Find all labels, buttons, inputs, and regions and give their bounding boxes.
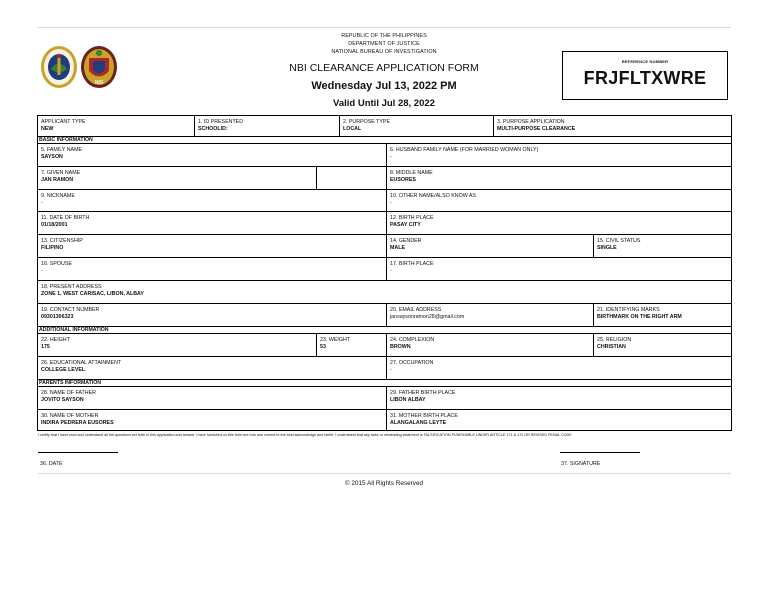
field-present-address bbox=[38, 281, 731, 303]
field-label: 28. NAME OF FATHER bbox=[41, 390, 96, 396]
field-label: 2. PURPOSE TYPE bbox=[343, 119, 391, 125]
field-label: 31. MOTHER BIRTH PLACE bbox=[390, 413, 458, 419]
field-value: 09301306323 bbox=[41, 313, 74, 320]
field-value: CHRISTIAN bbox=[597, 343, 626, 350]
field-value: FILIPINO bbox=[41, 244, 64, 251]
field-value: PASAY CITY bbox=[390, 221, 421, 228]
agency-line-department: DEPARTMENT OF JUSTICE bbox=[348, 41, 420, 47]
field-occupation bbox=[386, 357, 731, 379]
form-row-nickname bbox=[38, 189, 731, 211]
form-row-application bbox=[38, 115, 731, 136]
field-mother-name bbox=[38, 410, 386, 430]
field-value: - bbox=[390, 366, 392, 373]
field-label: 12. BIRTH PLACE bbox=[390, 215, 434, 221]
field-label: 17. BIRTH PLACE bbox=[390, 261, 434, 267]
section-basic-information: BASIC INFORMATION bbox=[38, 136, 731, 143]
field-blank bbox=[316, 167, 386, 189]
field-label: 25. RELIGION bbox=[597, 337, 632, 343]
field-label: 15. CIVIL STATUS bbox=[597, 238, 641, 244]
certification-statement: I certify that I have read and understand all the questions set forth in this application and answer I have furnished on this form are true and correct to the best acknowledge and belief. I understand that any false or misleading statement is FALSIFICATION PUNISHABLE UNDER ARTICLE 171 & 172 OR REVISED PENAL CODE bbox=[38, 433, 572, 437]
field-birth-place bbox=[386, 212, 731, 234]
field-label: 10. OTHER NAME/ALSO KNOW AS bbox=[390, 193, 476, 199]
field-date-of-birth bbox=[38, 212, 386, 234]
field-label: 13. CITIZENSHIP bbox=[41, 238, 83, 244]
field-label: 23. WEIGHT bbox=[320, 337, 351, 343]
field-value: ZONE 1, WEST CARISAC, LIBON, ALBAY bbox=[41, 290, 144, 297]
field-label: 22. HEIGHT bbox=[41, 337, 70, 343]
form-row-contact bbox=[38, 303, 731, 326]
field-spouse-birth-place bbox=[386, 258, 731, 280]
field-label: 29. FATHER BIRTH PLACE bbox=[390, 390, 456, 396]
form-row-education bbox=[38, 356, 731, 379]
form-row-given-name bbox=[38, 166, 731, 189]
agency-line-republic: REPUBLIC OF THE PHILIPPINES bbox=[341, 33, 427, 39]
reference-number-box bbox=[562, 51, 728, 100]
date-label: 36. DATE bbox=[40, 461, 63, 467]
field-middle-name bbox=[386, 167, 731, 189]
field-label: 11. DATE OF BIRTH bbox=[41, 215, 90, 221]
field-religion bbox=[593, 334, 731, 356]
form-row-father bbox=[38, 386, 731, 409]
field-value: MALE bbox=[390, 244, 406, 251]
field-value: LOCAL bbox=[343, 125, 362, 132]
field-value: JAN RAMON bbox=[41, 176, 74, 183]
field-value: - bbox=[390, 267, 392, 274]
field-spouse bbox=[38, 258, 386, 280]
nbi-seal-text: NBI bbox=[94, 80, 104, 86]
field-value: jansaysonramon28@gmail.com bbox=[390, 313, 465, 320]
form-row-family-name bbox=[38, 143, 731, 166]
field-label: 19. CONTACT NUMBER bbox=[41, 307, 100, 313]
field-email-address bbox=[386, 304, 593, 326]
field-label: 16. SPOUSE bbox=[41, 261, 72, 267]
field-value: JOVITO SAYSON bbox=[41, 396, 84, 403]
form-row-birth bbox=[38, 211, 731, 234]
valid-until: Valid Until Jul 28, 2022 bbox=[333, 98, 435, 109]
field-identifying-marks bbox=[593, 304, 731, 326]
field-label: 30. NAME OF MOTHER bbox=[41, 413, 99, 419]
field-value: NEW bbox=[41, 125, 54, 132]
field-contact-number bbox=[38, 304, 386, 326]
field-label: 9. NICKNAME bbox=[41, 193, 75, 199]
field-gender bbox=[386, 235, 593, 257]
form-row-address bbox=[38, 280, 731, 303]
field-complexion bbox=[386, 334, 593, 356]
form-title: NBI CLEARANCE APPLICATION FORM bbox=[289, 62, 479, 74]
field-label: 27. OCCUPATION bbox=[390, 360, 434, 366]
field-nickname bbox=[38, 190, 386, 211]
field-label: 20. EMAIL ADDRESS bbox=[390, 307, 442, 313]
field-value: EUSORES bbox=[390, 176, 416, 183]
field-value: - bbox=[390, 153, 392, 160]
field-father-birth-place bbox=[386, 387, 731, 409]
field-husband-family-name bbox=[386, 144, 731, 166]
field-value: SCHOOLID: bbox=[198, 125, 228, 132]
field-value: 53 bbox=[320, 343, 326, 350]
field-height bbox=[38, 334, 316, 356]
field-given-name bbox=[38, 167, 316, 189]
field-citizenship bbox=[38, 235, 386, 257]
agency-line-bureau: NATIONAL BUREAU OF INVESTIGATION bbox=[331, 49, 437, 55]
field-label: 6. HUSBAND FAMILY NAME (FOR MARRIED WOMAN ONLY) bbox=[390, 147, 539, 153]
nbi-seal-icon bbox=[80, 44, 118, 90]
bottom-divider bbox=[38, 473, 731, 474]
reference-number-label: REFERENCE NUMBER bbox=[621, 59, 669, 64]
application-form-table bbox=[37, 115, 732, 431]
field-weight bbox=[316, 334, 386, 356]
field-value: - bbox=[41, 199, 43, 206]
field-value: COLLEGE LEVEL bbox=[41, 366, 86, 373]
field-label: 24. COMPLEXION bbox=[390, 337, 435, 343]
field-value: - bbox=[41, 267, 43, 274]
form-row-physical bbox=[38, 333, 731, 356]
section-parents-information: PARENTS INFORMATION bbox=[38, 379, 731, 386]
field-value: BROWN bbox=[390, 343, 411, 350]
field-value: ALANGALANG LEYTE bbox=[390, 419, 447, 426]
field-civil-status bbox=[593, 235, 731, 257]
field-label: 1. ID PRESENTED bbox=[198, 119, 244, 125]
copyright-notice: © 2015 All Rights Reserved bbox=[344, 480, 424, 487]
field-value: - bbox=[390, 199, 392, 206]
field-label: 26. EDUCATIONAL ATTAINMENT bbox=[41, 360, 122, 366]
agency-header bbox=[284, 32, 484, 56]
field-educational-attainment bbox=[38, 357, 386, 379]
field-label: 8. MIDDLE NAME bbox=[390, 170, 433, 176]
field-value: 01/18/2001 bbox=[41, 221, 68, 228]
field-value: SINGLE bbox=[597, 244, 617, 251]
field-value: MULTI-PURPOSE CLEARANCE bbox=[497, 125, 576, 132]
form-row-spouse bbox=[38, 257, 731, 280]
field-other-name bbox=[386, 190, 731, 211]
field-label: 3. PURPOSE APPLICATION bbox=[497, 119, 565, 125]
field-purpose-type bbox=[339, 116, 493, 136]
field-label: 5. FAMILY NAME bbox=[41, 147, 83, 153]
field-value: SAYSON bbox=[41, 153, 63, 160]
section-additional-information: ADDITIONAL INFORMATION bbox=[38, 326, 731, 333]
field-value: INDIRA PEDRERA EUSORES bbox=[41, 419, 114, 426]
field-label: 7. GIVEN NAME bbox=[41, 170, 81, 176]
field-id-presented bbox=[194, 116, 339, 136]
form-row-mother bbox=[38, 409, 731, 431]
field-purpose-application bbox=[493, 116, 731, 136]
field-mother-birth-place bbox=[386, 410, 731, 430]
application-date: Wednesday Jul 13, 2022 PM bbox=[311, 80, 457, 92]
date-line bbox=[38, 452, 118, 453]
field-value: LIBON ALBAY bbox=[390, 396, 426, 403]
doj-seal-icon bbox=[40, 44, 78, 90]
field-value: BIRTHMARK ON THE RIGHT ARM bbox=[597, 313, 682, 320]
reference-number-value: FRJFLTXWRE bbox=[583, 68, 707, 88]
top-divider bbox=[38, 27, 731, 28]
agency-logos bbox=[40, 44, 120, 90]
field-father-name bbox=[38, 387, 386, 409]
field-label: 18. PRESENT ADDRESS bbox=[41, 284, 102, 290]
field-family-name bbox=[38, 144, 386, 166]
form-row-citizenship bbox=[38, 234, 731, 257]
field-label: 14. GENDER bbox=[390, 238, 422, 244]
signature-label: 37. SIGNATURE bbox=[561, 461, 601, 467]
field-label: APPLICANT TYPE bbox=[41, 119, 86, 125]
field-value: 175 bbox=[41, 343, 50, 350]
field-label: 21. IDENTIFYING MARKS bbox=[597, 307, 660, 313]
field-applicant-type bbox=[38, 116, 194, 136]
signature-line bbox=[560, 452, 640, 453]
